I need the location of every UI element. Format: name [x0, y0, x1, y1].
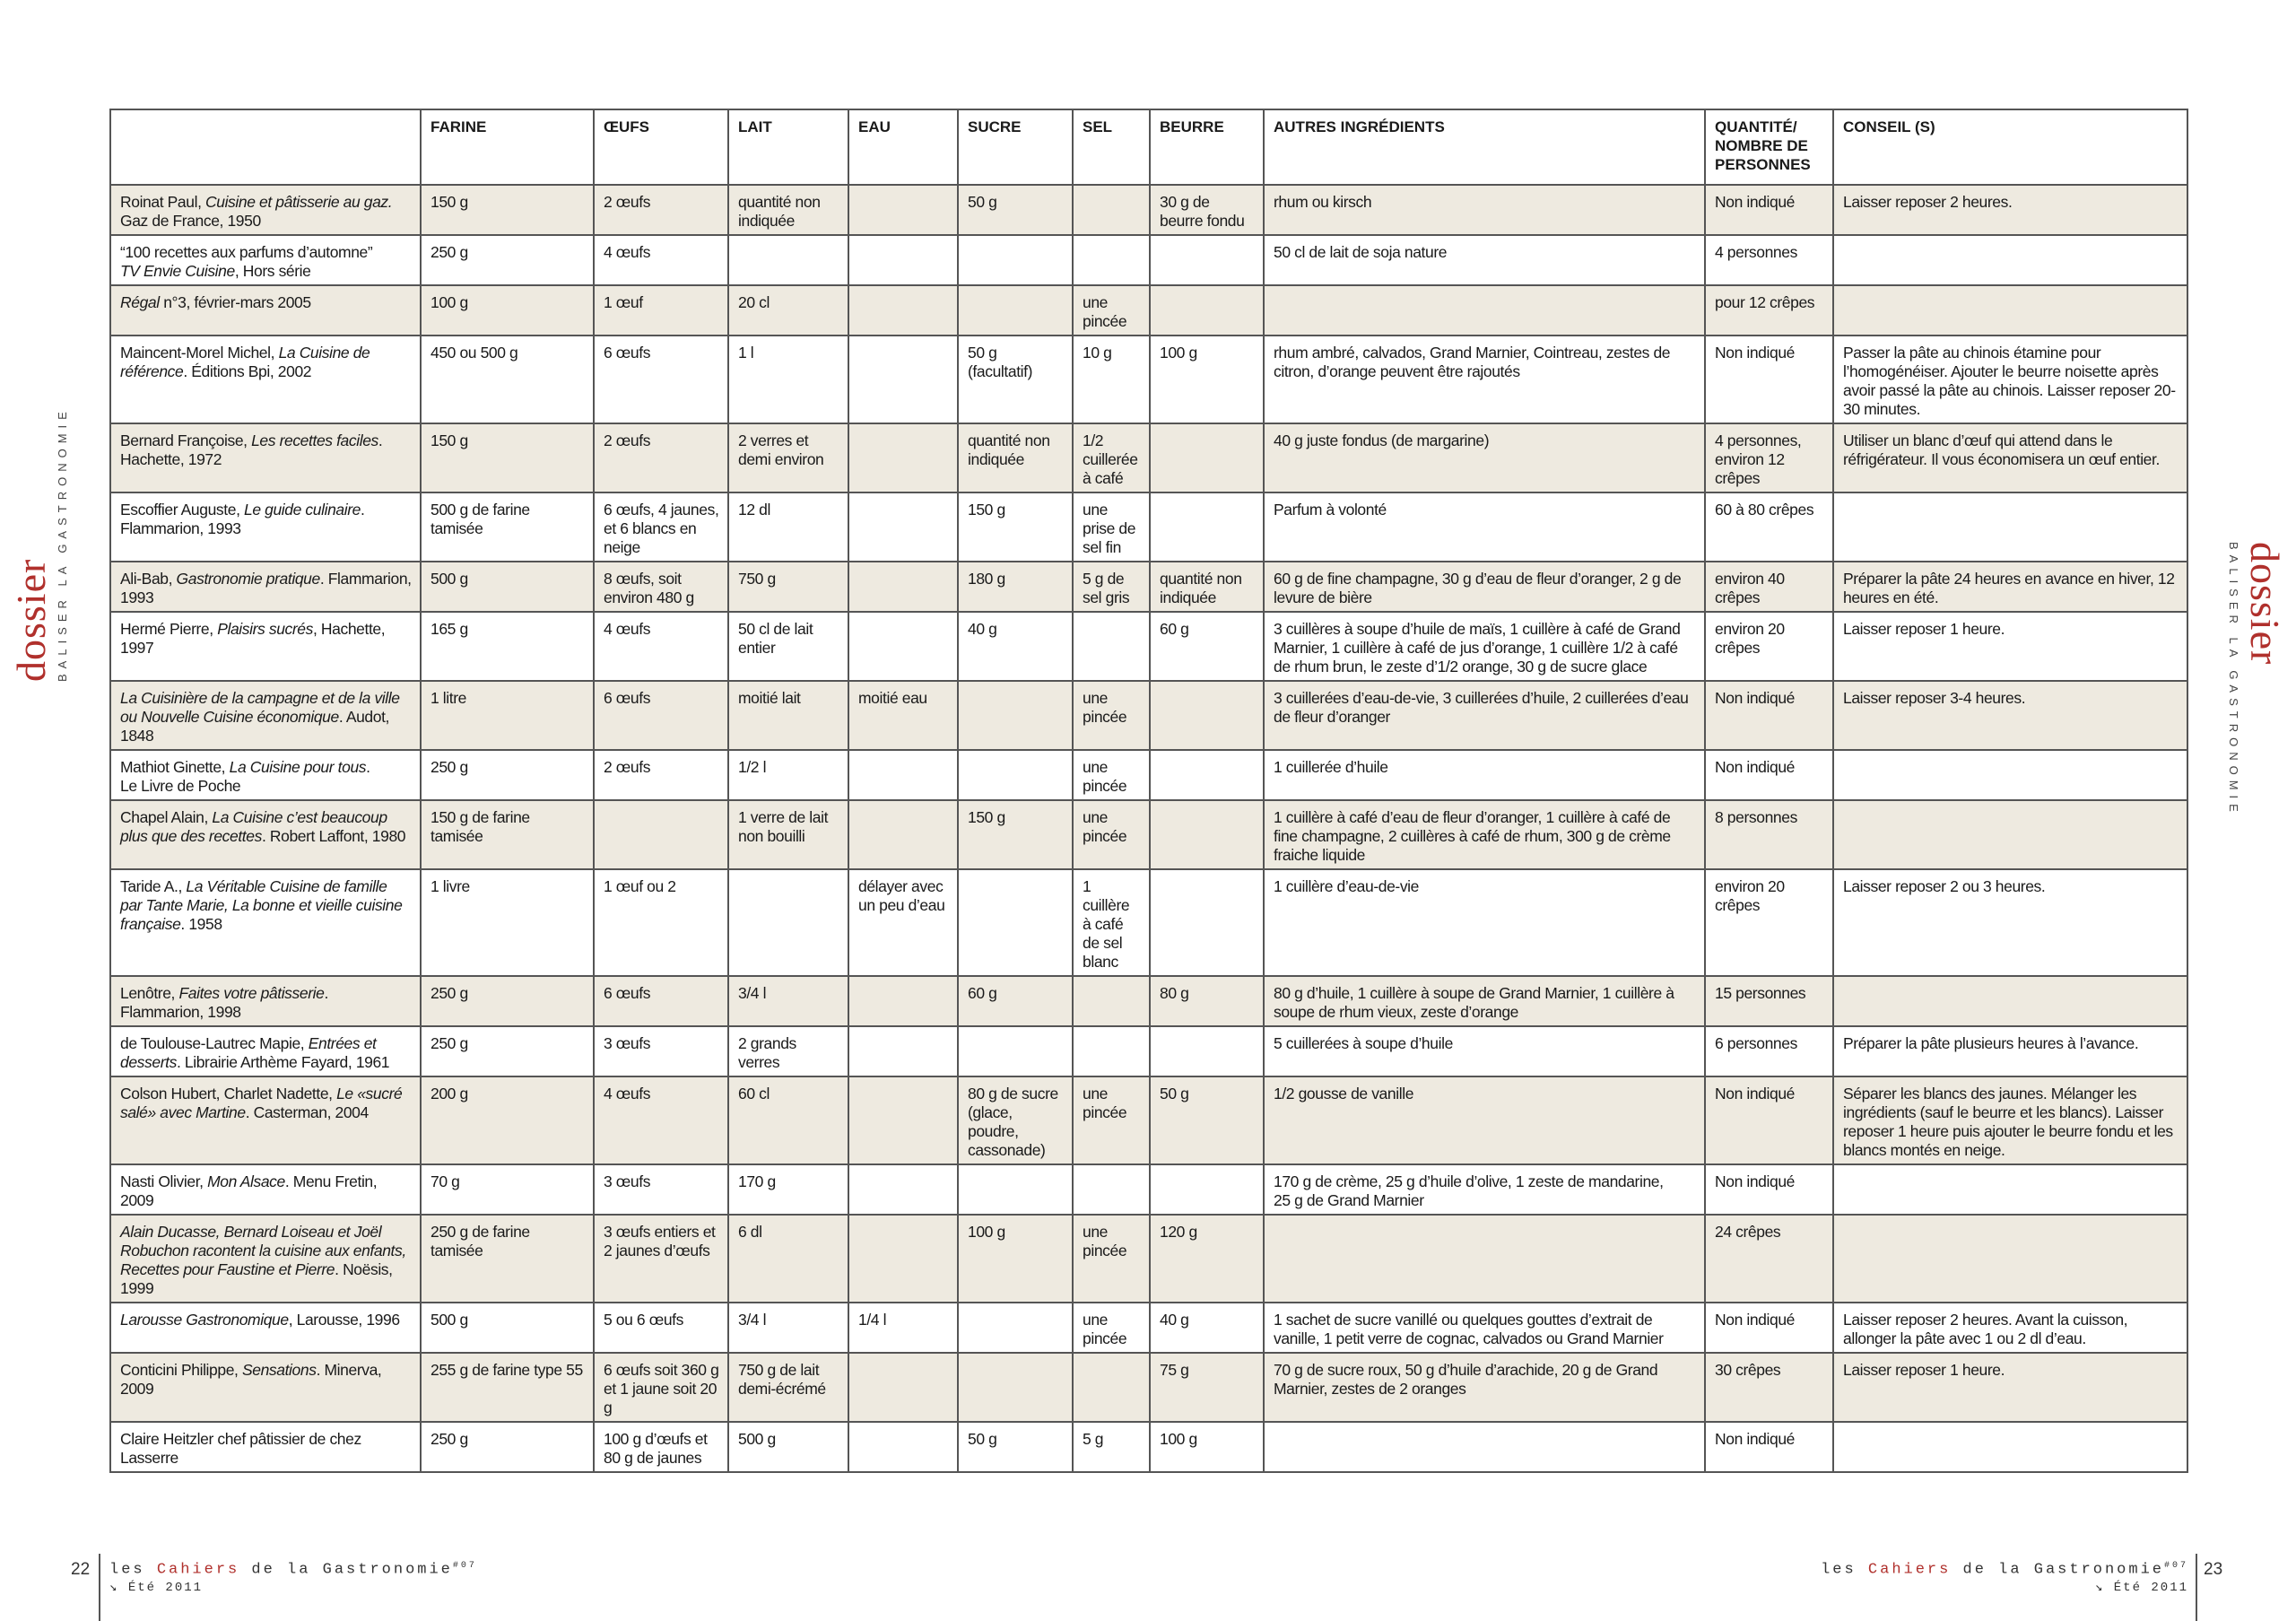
- table-cell: [958, 750, 1073, 800]
- table-row: [110, 1026, 2187, 1076]
- side-title: dossier: [2242, 542, 2288, 666]
- source-cell: Roinat Paul, Cuisine et pâtisserie au gaz. Gaz de France, 1950: [110, 185, 421, 235]
- side-subtitle: BALISER LA GASTRONOMIE: [2227, 542, 2240, 817]
- table-cell: 100 g: [1150, 336, 1264, 423]
- table-cell: Non indiqué: [1705, 681, 1833, 750]
- table-cell: 250 g: [421, 1026, 594, 1076]
- table-cell: 20 cl: [728, 285, 848, 336]
- footer-left: [109, 1561, 477, 1596]
- table-cell: une pincée: [1073, 681, 1150, 750]
- column-header: AUTRES INGRÉDIENTS: [1264, 109, 1705, 185]
- table-cell: 100 g: [958, 1215, 1073, 1303]
- table-cell: 80 g d’huile, 1 cuillère à soupe de Grand Marnier, 1 cuillère à soupe de rhum vieux, zeste d’orange: [1264, 976, 1705, 1026]
- column-header: SEL: [1073, 109, 1150, 185]
- table-cell: 1 œuf ou 2: [594, 869, 728, 976]
- table-cell: 250 g de farine tamisée: [421, 1215, 594, 1303]
- table-cell: Non indiqué: [1705, 336, 1833, 423]
- table-cell: 120 g: [1150, 1215, 1264, 1303]
- footer-mag-les: les: [1821, 1561, 1868, 1579]
- table-cell: [1150, 235, 1264, 285]
- table-cell: 100 g: [421, 285, 594, 336]
- table-cell: [848, 1422, 958, 1472]
- table-cell: 70 g de sucre roux, 50 g d’huile d’arachide, 20 g de Grand Marnier, zestes de 2 oranges: [1264, 1353, 1705, 1422]
- table-cell: 4 œufs: [594, 612, 728, 681]
- table-cell: Parfum à volonté: [1264, 492, 1705, 562]
- table-cell: quantité non indiquée: [958, 423, 1073, 492]
- table-cell: [1073, 1353, 1150, 1422]
- table-cell: 60 g: [958, 976, 1073, 1026]
- table-cell: 6 personnes: [1705, 1026, 1833, 1076]
- side-subtitle: BALISER LA GASTRONOMIE: [56, 406, 69, 682]
- table-cell: 40 g: [1150, 1303, 1264, 1353]
- table-cell: [848, 612, 958, 681]
- table-cell: [1833, 976, 2187, 1026]
- table-cell: 6 œufs: [594, 681, 728, 750]
- source-cell: Mathiot Ginette, La Cuisine pour tous. Le Livre de Poche: [110, 750, 421, 800]
- footer-right: [1821, 1561, 2188, 1596]
- table-cell: 1 cuillère à café d’eau de fleur d’oranger, 1 cuillère à café de fine champagne, 2 cuillères à café de rhum, 300 g de crème fraiche liquide: [1264, 800, 1705, 869]
- table-row: [110, 1353, 2187, 1422]
- table-cell: 3/4 l: [728, 1303, 848, 1353]
- table-cell: 1 sachet de sucre vanillé ou quelques gouttes d’extrait de vanille, 1 petit verre de cognac, calvados ou Grand Marnier: [1264, 1303, 1705, 1353]
- table-cell: une pincée: [1073, 1303, 1150, 1353]
- table-cell: [848, 285, 958, 336]
- table-cell: 150 g: [958, 492, 1073, 562]
- column-header: FARINE: [421, 109, 594, 185]
- table-row: [110, 235, 2187, 285]
- table-row: [110, 869, 2187, 976]
- table-cell: 170 g de crème, 25 g d’huile d’olive, 1 zeste de mandarine, 25 g de Grand Marnier: [1264, 1164, 1705, 1215]
- table-cell: [1073, 185, 1150, 235]
- table-cell: [958, 1303, 1073, 1353]
- table-cell: [1833, 492, 2187, 562]
- table-row: [110, 1215, 2187, 1303]
- table-cell: 500 g de farine tamisée: [421, 492, 594, 562]
- table-cell: 3 cuillerées d’eau-de-vie, 3 cuillerées d’huile, 2 cuillerées d’eau de fleur d’oranger: [1264, 681, 1705, 750]
- column-header: [110, 109, 421, 185]
- table-cell: [1150, 285, 1264, 336]
- table-cell: Préparer la pâte 24 heures en avance en hiver, 12 heures en été.: [1833, 562, 2187, 612]
- footer-season: ↘ Été 2011: [2094, 1580, 2188, 1595]
- column-header: EAU: [848, 109, 958, 185]
- table-cell: 60 à 80 crêpes: [1705, 492, 1833, 562]
- table-cell: 50 g: [958, 185, 1073, 235]
- table-cell: 75 g: [1150, 1353, 1264, 1422]
- table-cell: 1 l: [728, 336, 848, 423]
- table-cell: Non indiqué: [1705, 1164, 1833, 1215]
- table-cell: 60 g: [1150, 612, 1264, 681]
- table-cell: [1833, 800, 2187, 869]
- source-cell: La Cuisinière de la campagne et de la ville ou Nouvelle Cuisine économique. Audot, 1848: [110, 681, 421, 750]
- table-cell: environ 20 crêpes: [1705, 869, 1833, 976]
- source-cell: Nasti Olivier, Mon Alsace. Menu Fretin, 2009: [110, 1164, 421, 1215]
- footer-mag-cahiers: Cahiers: [156, 1561, 240, 1579]
- table-cell: 1 cuillerée d’huile: [1264, 750, 1705, 800]
- table-cell: [1150, 869, 1264, 976]
- table-cell: [958, 235, 1073, 285]
- table-cell: [1264, 285, 1705, 336]
- table-cell: 2 œufs: [594, 423, 728, 492]
- table-cell: 6 œufs: [594, 336, 728, 423]
- table-cell: 4 personnes, environ 12 crêpes: [1705, 423, 1833, 492]
- table-cell: 1 litre: [421, 681, 594, 750]
- table-cell: [728, 235, 848, 285]
- table-cell: [1150, 423, 1264, 492]
- table-cell: une prise de sel fin: [1073, 492, 1150, 562]
- table-cell: 750 g de lait demi-écrémé: [728, 1353, 848, 1422]
- table-cell: 6 œufs, 4 jaunes, et 6 blancs en neige: [594, 492, 728, 562]
- table-cell: une pincée: [1073, 800, 1150, 869]
- table-row: [110, 612, 2187, 681]
- table-cell: 5 g de sel gris: [1073, 562, 1150, 612]
- table-cell: [958, 1164, 1073, 1215]
- column-header: LAIT: [728, 109, 848, 185]
- table-cell: [1833, 1422, 2187, 1472]
- side-label-left: [7, 406, 71, 682]
- table-cell: Utiliser un blanc d’œuf qui attend dans le réfrigérateur. Il vous économisera un œuf entier.: [1833, 423, 2187, 492]
- table-cell: une pincée: [1073, 750, 1150, 800]
- table-body: [110, 185, 2187, 1472]
- side-label-right: [2225, 542, 2289, 817]
- table-cell: 5 cuillerées à soupe d’huile: [1264, 1026, 1705, 1076]
- table-cell: 150 g: [421, 423, 594, 492]
- table-cell: 3/4 l: [728, 976, 848, 1026]
- table-cell: une pincée: [1073, 1076, 1150, 1164]
- table-cell: 500 g: [728, 1422, 848, 1472]
- table-cell: [848, 185, 958, 235]
- table-cell: [1150, 800, 1264, 869]
- table-cell: 40 g: [958, 612, 1073, 681]
- table-cell: [1264, 1215, 1705, 1303]
- footer-mag-gastro: Gastronomie: [2033, 1561, 2164, 1579]
- table-cell: 6 œufs soit 360 g et 1 jaune soit 20 g: [594, 1353, 728, 1422]
- footer-mag-de-la: de la: [239, 1561, 323, 1579]
- source-cell: Régal n°3, février-mars 2005: [110, 285, 421, 336]
- table-cell: 250 g: [421, 976, 594, 1026]
- table-cell: 3 œufs: [594, 1164, 728, 1215]
- table-cell: Non indiqué: [1705, 1422, 1833, 1472]
- table-cell: 80 g: [1150, 976, 1264, 1026]
- table-cell: 8 personnes: [1705, 800, 1833, 869]
- table-row: [110, 750, 2187, 800]
- table-cell: 2 œufs: [594, 750, 728, 800]
- table-row: [110, 1303, 2187, 1353]
- table-row: [110, 492, 2187, 562]
- table-cell: une pincée: [1073, 285, 1150, 336]
- table-row: [110, 1076, 2187, 1164]
- table-cell: 150 g de farine tamisée: [421, 800, 594, 869]
- table-cell: 24 crêpes: [1705, 1215, 1833, 1303]
- table-cell: [848, 235, 958, 285]
- table-cell: 100 g d’œufs et 80 g de jaunes: [594, 1422, 728, 1472]
- footer-divider-right: [2196, 1554, 2197, 1621]
- column-header: QUANTITÉ/ NOMBRE DE PERSONNES: [1705, 109, 1833, 185]
- table-cell: 250 g: [421, 1422, 594, 1472]
- source-cell: Conticini Philippe, Sensations. Minerva, 2009: [110, 1353, 421, 1422]
- table-cell: 30 crêpes: [1705, 1353, 1833, 1422]
- table-cell: 40 g juste fondus (de margarine): [1264, 423, 1705, 492]
- table-row: [110, 800, 2187, 869]
- table-cell: Passer la pâte au chinois étamine pour l’homogénéiser. Ajouter le beurre noisette après avoir passé la pâte au chinois. Laisser reposer 20-30 minutes.: [1833, 336, 2187, 423]
- table-cell: [848, 562, 958, 612]
- table-cell: 250 g: [421, 750, 594, 800]
- table-cell: [958, 285, 1073, 336]
- table-row: [110, 336, 2187, 423]
- table-cell: environ 20 crêpes: [1705, 612, 1833, 681]
- table-cell: 500 g: [421, 1303, 594, 1353]
- footer-mag-de-la: de la: [1951, 1561, 2034, 1579]
- table-cell: 1 cuillère à café de sel blanc: [1073, 869, 1150, 976]
- column-header: CONSEIL (S): [1833, 109, 2187, 185]
- table-cell: 180 g: [958, 562, 1073, 612]
- table-cell: Non indiqué: [1705, 1303, 1833, 1353]
- table-row: [110, 562, 2187, 612]
- table-cell: [1150, 492, 1264, 562]
- table-cell: 50 cl de lait entier: [728, 612, 848, 681]
- source-cell: Chapel Alain, La Cuisine c’est beaucoup plus que des recettes. Robert Laffont, 1980: [110, 800, 421, 869]
- table-cell: 1/2 l: [728, 750, 848, 800]
- footer-mag-les: les: [109, 1561, 157, 1579]
- table-cell: 1/4 l: [848, 1303, 958, 1353]
- table-cell: 2 grands verres: [728, 1026, 848, 1076]
- table-cell: [1073, 612, 1150, 681]
- recipe-comparison-table: [109, 109, 2188, 1473]
- source-cell: Larousse Gastronomique, Larousse, 1996: [110, 1303, 421, 1353]
- table-cell: Non indiqué: [1705, 750, 1833, 800]
- table-row: [110, 1164, 2187, 1215]
- table-cell: [848, 1215, 958, 1303]
- table-cell: environ 40 crêpes: [1705, 562, 1833, 612]
- table-cell: Séparer les blancs des jaunes. Mélanger les ingrédients (sauf le beurre et les blancs). Laisser reposer 1 heure puis ajouter le beurre fondu et les blancs montés en neige.: [1833, 1076, 2187, 1164]
- source-cell: Lenôtre, Faites votre pâtisserie. Flammarion, 1998: [110, 976, 421, 1026]
- table-cell: [848, 976, 958, 1026]
- source-cell: “100 recettes aux parfums d’automne” TV Envie Cuisine, Hors série: [110, 235, 421, 285]
- table-cell: 15 personnes: [1705, 976, 1833, 1026]
- table-cell: 4 œufs: [594, 235, 728, 285]
- source-cell: Taride A., La Véritable Cuisine de famille par Tante Marie, La bonne et vieille cuisine française. 1958: [110, 869, 421, 976]
- table-cell: 30 g de beurre fondu: [1150, 185, 1264, 235]
- table-cell: [1073, 976, 1150, 1026]
- table-cell: 4 œufs: [594, 1076, 728, 1164]
- table-cell: [1833, 1215, 2187, 1303]
- table-cell: 750 g: [728, 562, 848, 612]
- table-cell: 1 verre de lait non bouilli: [728, 800, 848, 869]
- table-row: [110, 185, 2187, 235]
- source-cell: Claire Heitzler chef pâtissier de chez Lasserre: [110, 1422, 421, 1472]
- table-cell: [958, 1353, 1073, 1422]
- table-cell: rhum ou kirsch: [1264, 185, 1705, 235]
- table-cell: [1150, 681, 1264, 750]
- table-cell: 3 œufs: [594, 1026, 728, 1076]
- table-cell: 50 cl de lait de soja nature: [1264, 235, 1705, 285]
- table-cell: [848, 1164, 958, 1215]
- table-cell: [848, 800, 958, 869]
- table-cell: [958, 1026, 1073, 1076]
- source-cell: Ali-Bab, Gastronomie pratique. Flammarion, 1993: [110, 562, 421, 612]
- side-title: dossier: [8, 558, 54, 682]
- table-cell: Laisser reposer 2 heures. Avant la cuisson, allonger la pâte avec 1 ou 2 dl d’eau.: [1833, 1303, 2187, 1353]
- table-cell: 6 œufs: [594, 976, 728, 1026]
- table-cell: 1 œuf: [594, 285, 728, 336]
- table-cell: 50 g (facultatif): [958, 336, 1073, 423]
- column-header: SUCRE: [958, 109, 1073, 185]
- table-cell: 2 verres et demi environ: [728, 423, 848, 492]
- table-cell: 12 dl: [728, 492, 848, 562]
- table-row: [110, 285, 2187, 336]
- table-cell: [728, 869, 848, 976]
- table-cell: [1150, 750, 1264, 800]
- table-cell: [848, 423, 958, 492]
- table-cell: [958, 869, 1073, 976]
- table-cell: 10 g: [1073, 336, 1150, 423]
- table-cell: 450 ou 500 g: [421, 336, 594, 423]
- table-cell: 8 œufs, soit environ 480 g: [594, 562, 728, 612]
- column-header: ŒUFS: [594, 109, 728, 185]
- table-cell: Laisser reposer 1 heure.: [1833, 1353, 2187, 1422]
- table-row: [110, 976, 2187, 1026]
- table-cell: [1264, 1422, 1705, 1472]
- table-cell: délayer avec un peu d’eau: [848, 869, 958, 976]
- table-cell: 3 œufs entiers et 2 jaunes d’œufs: [594, 1215, 728, 1303]
- table-cell: [848, 1353, 958, 1422]
- table-cell: 170 g: [728, 1164, 848, 1215]
- table-cell: [1833, 750, 2187, 800]
- table-cell: 500 g: [421, 562, 594, 612]
- table-cell: 80 g de sucre (glace, poudre, cassonade): [958, 1076, 1073, 1164]
- table-cell: [1833, 285, 2187, 336]
- table-cell: moitié eau: [848, 681, 958, 750]
- table-cell: [1150, 1026, 1264, 1076]
- table-row: [110, 681, 2187, 750]
- table-cell: [1073, 1026, 1150, 1076]
- table-cell: 5 g: [1073, 1422, 1150, 1472]
- table-cell: [1833, 235, 2187, 285]
- table-cell: [594, 800, 728, 869]
- table-cell: [848, 750, 958, 800]
- table-cell: 50 g: [958, 1422, 1073, 1472]
- table-cell: 60 g de fine champagne, 30 g d’eau de fleur d’oranger, 2 g de levure de bière: [1264, 562, 1705, 612]
- table-cell: moitié lait: [728, 681, 848, 750]
- table-cell: Laisser reposer 2 heures.: [1833, 185, 2187, 235]
- table-cell: 1 livre: [421, 869, 594, 976]
- table-cell: [848, 1026, 958, 1076]
- table-cell: 250 g: [421, 235, 594, 285]
- table-cell: 255 g de farine type 55: [421, 1353, 594, 1422]
- table-cell: quantité non indiquée: [1150, 562, 1264, 612]
- column-header: BEURRE: [1150, 109, 1264, 185]
- table-cell: 1 cuillère d’eau-de-vie: [1264, 869, 1705, 976]
- table-cell: 150 g: [421, 185, 594, 235]
- table-cell: [1073, 235, 1150, 285]
- page-number-left: 22: [71, 1560, 91, 1579]
- table-cell: 1/2 gousse de vanille: [1264, 1076, 1705, 1164]
- table-cell: [958, 681, 1073, 750]
- source-cell: Hermé Pierre, Plaisirs sucrés, Hachette, 1997: [110, 612, 421, 681]
- table-cell: 200 g: [421, 1076, 594, 1164]
- table-cell: Non indiqué: [1705, 185, 1833, 235]
- source-cell: Maincent-Morel Michel, La Cuisine de référence. Éditions Bpi, 2002: [110, 336, 421, 423]
- table-cell: 70 g: [421, 1164, 594, 1215]
- table-cell: Préparer la pâte plusieurs heures à l’avance.: [1833, 1026, 2187, 1076]
- table-cell: Laisser reposer 2 ou 3 heures.: [1833, 869, 2187, 976]
- source-cell: de Toulouse-Lautrec Mapie, Entrées et desserts. Librairie Arthème Fayard, 1961: [110, 1026, 421, 1076]
- footer-issue: #07: [2163, 1561, 2188, 1571]
- footer-mag-gastro: Gastronomie: [322, 1561, 453, 1579]
- table-row: [110, 423, 2187, 492]
- table-cell: [1833, 1164, 2187, 1215]
- table-cell: [1150, 1164, 1264, 1215]
- table-cell: [848, 1076, 958, 1164]
- table-cell: 150 g: [958, 800, 1073, 869]
- table-cell: 60 cl: [728, 1076, 848, 1164]
- recipe-comparison-table-wrapper: [109, 109, 2187, 1473]
- table-cell: Non indiqué: [1705, 1076, 1833, 1164]
- table-cell: 5 ou 6 œufs: [594, 1303, 728, 1353]
- table-cell: Laisser reposer 3-4 heures.: [1833, 681, 2187, 750]
- source-cell: Alain Ducasse, Bernard Loiseau et Joël Robuchon racontent la cuisine aux enfants, Recettes pour Faustine et Pierre. Noësis, 1999: [110, 1215, 421, 1303]
- footer-divider-left: [99, 1554, 100, 1621]
- table-cell: 3 cuillères à soupe d’huile de maïs, 1 cuillère à café de Grand Marnier, 1 cuillère à café de jus d’orange, 1 cuillère 1/2 à café de rhum brun, le zeste d’1/2 orange, 30 g de sucre glace: [1264, 612, 1705, 681]
- table-cell: [1073, 1164, 1150, 1215]
- table-cell: [848, 336, 958, 423]
- table-cell: Laisser reposer 1 heure.: [1833, 612, 2187, 681]
- table-cell: 165 g: [421, 612, 594, 681]
- table-header-row: [110, 109, 2187, 185]
- table-cell: 1/2 cuillerée à café: [1073, 423, 1150, 492]
- source-cell: Bernard Françoise, Les recettes faciles. Hachette, 1972: [110, 423, 421, 492]
- page-number-right: 23: [2204, 1560, 2223, 1579]
- table-cell: rhum ambré, calvados, Grand Marnier, Cointreau, zestes de citron, d’orange peuvent être rajoutés: [1264, 336, 1705, 423]
- source-cell: Escoffier Auguste, Le guide culinaire. Flammarion, 1993: [110, 492, 421, 562]
- table-cell: 100 g: [1150, 1422, 1264, 1472]
- table-row: [110, 1422, 2187, 1472]
- table-cell: pour 12 crêpes: [1705, 285, 1833, 336]
- table-cell: 6 dl: [728, 1215, 848, 1303]
- table-cell: [848, 492, 958, 562]
- table-cell: 4 personnes: [1705, 235, 1833, 285]
- source-cell: Colson Hubert, Charlet Nadette, Le «sucré salé» avec Martine. Casterman, 2004: [110, 1076, 421, 1164]
- table-cell: quantité non indiquée: [728, 185, 848, 235]
- footer-mag-cahiers: Cahiers: [1867, 1561, 1952, 1579]
- table-cell: 2 œufs: [594, 185, 728, 235]
- table-cell: une pincée: [1073, 1215, 1150, 1303]
- footer-season: ↘ Été 2011: [109, 1580, 204, 1595]
- footer-issue: #07: [452, 1561, 477, 1571]
- table-cell: 50 g: [1150, 1076, 1264, 1164]
